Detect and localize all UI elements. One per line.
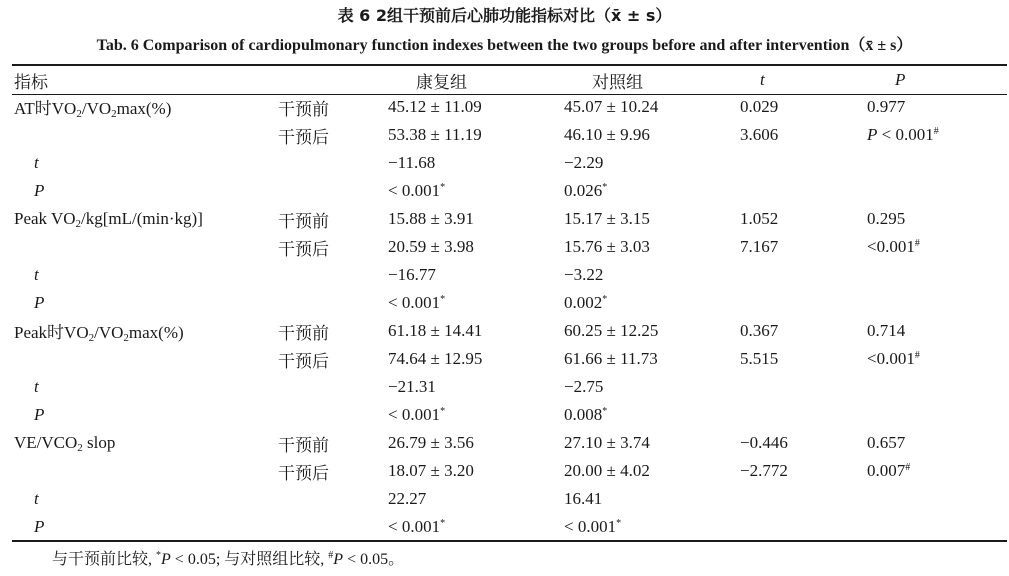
row-t-value [740, 149, 867, 177]
row-phase: 干预后 [278, 351, 329, 372]
row-rehab-value: −16.77 [388, 265, 436, 284]
row-control-value: 45.07 ± 10.24 [564, 97, 659, 116]
row-phase: 干预后 [278, 239, 329, 260]
row-p-value [867, 261, 1007, 289]
row-indicator [12, 457, 278, 485]
row-control-value: 0.026* [564, 181, 608, 200]
row-rehab-value: 53.38 ± 11.19 [388, 125, 482, 144]
row-t-value: 0.367 [740, 321, 779, 340]
header-p: P [895, 70, 906, 89]
table-row [12, 205, 1007, 233]
row-p-value: <0.001# [867, 349, 920, 368]
row-t-value: 7.167 [740, 237, 779, 256]
header-row [12, 67, 1007, 93]
row-rehab-value: < 0.001* [388, 181, 446, 200]
row-phase [278, 401, 388, 429]
row-rehab-value: 20.59 ± 3.98 [388, 237, 474, 256]
row-t-value [740, 177, 867, 205]
row-indicator: AT时$VO_2/VO_2\max(\%)$ [14, 99, 172, 120]
table-row [12, 121, 1007, 149]
row-phase [278, 177, 388, 205]
row-control-value: −2.29 [564, 153, 604, 172]
row-phase [278, 289, 388, 317]
row-phase: 干预前 [278, 435, 329, 456]
row-rehab-value: −11.68 [388, 153, 436, 172]
row-t-value [740, 289, 867, 317]
row-indicator: P [34, 517, 45, 536]
header-indicator: 指标 [14, 72, 48, 93]
row-phase [278, 485, 388, 513]
row-t-value [740, 401, 867, 429]
row-rehab-value: 18.07 ± 3.20 [388, 461, 474, 480]
row-indicator: t [34, 377, 39, 396]
row-control-value: 27.10 ± 3.74 [564, 433, 650, 452]
row-control-value: 0.002* [564, 293, 608, 312]
row-rehab-value: 15.88 ± 3.91 [388, 209, 474, 228]
table-row [12, 261, 1007, 289]
row-t-value [740, 261, 867, 289]
row-indicator: Peak时$VO_2/VO_2\max(\%)$ [14, 323, 184, 344]
table-row [12, 457, 1007, 485]
row-p-value: P < 0.001# [867, 125, 939, 144]
row-p-value: 0.977 [867, 97, 906, 116]
table-row [12, 289, 1007, 317]
row-rehab-value: < 0.001* [388, 517, 446, 536]
table-title-en: Tab. 6 Comparison of cardiopulmonary function indexes between the two groups before and after intervention（x̄ ± s） [96, 37, 913, 54]
row-t-value: 1.052 [740, 209, 779, 228]
table-row [12, 233, 1007, 261]
row-rehab-value: −21.31 [388, 377, 436, 396]
table-row [12, 149, 1007, 177]
row-control-value: 61.66 ± 11.73 [564, 349, 658, 368]
row-control-value: −2.75 [564, 377, 604, 396]
row-indicator [12, 233, 278, 261]
row-rehab-value: 45.12 ± 11.09 [388, 97, 482, 116]
row-phase: 干预前 [278, 211, 329, 232]
row-p-value [867, 401, 1007, 429]
row-p-value [867, 149, 1007, 177]
data-table [12, 67, 1007, 541]
row-control-value: 60.25 ± 12.25 [564, 321, 659, 340]
row-control-value: 15.76 ± 3.03 [564, 237, 650, 256]
top-rule [12, 64, 1007, 66]
row-p-value: 0.007# [867, 461, 911, 480]
row-p-value [867, 289, 1007, 317]
row-phase: 干预后 [278, 127, 329, 148]
row-rehab-value: 22.27 [388, 489, 427, 508]
header-rehab: 康复组 [416, 72, 467, 93]
row-rehab-value: < 0.001* [388, 293, 446, 312]
row-p-value [867, 485, 1007, 513]
row-indicator [12, 345, 278, 373]
table-row [12, 373, 1007, 401]
row-phase [278, 513, 388, 541]
table-row [12, 93, 1007, 121]
table-row [12, 429, 1007, 457]
row-indicator: $VE/VCO_2$ slop [14, 432, 116, 454]
row-control-value: −3.22 [564, 265, 604, 284]
row-t-value [740, 373, 867, 401]
row-indicator: t [34, 153, 39, 172]
row-phase [278, 261, 388, 289]
row-control-value: 0.008* [564, 405, 608, 424]
row-indicator: Peak $VO_2/kg[mL/(\min\cdot kg)]$ [14, 208, 203, 230]
table-row [12, 177, 1007, 205]
row-p-value: 0.295 [867, 209, 906, 228]
row-phase: 干预前 [278, 99, 329, 120]
row-indicator: P [34, 293, 45, 312]
footnote: 与干预前比较, *P < 0.05; 与对照组比较, #P < 0.05。 [52, 550, 405, 568]
table-row [12, 513, 1007, 541]
row-rehab-value: 61.18 ± 14.41 [388, 321, 483, 340]
row-t-value [740, 485, 867, 513]
row-t-value: −2.772 [740, 461, 788, 480]
row-phase [278, 373, 388, 401]
row-rehab-value: < 0.001* [388, 405, 446, 424]
row-control-value: 46.10 ± 9.96 [564, 125, 650, 144]
table-row [12, 345, 1007, 373]
row-rehab-value: 74.64 ± 12.95 [388, 349, 483, 368]
row-control-value: < 0.001* [564, 517, 622, 536]
header-t: t [760, 70, 765, 89]
table-row [12, 401, 1007, 429]
row-t-value: 0.029 [740, 97, 779, 116]
row-indicator: t [34, 265, 39, 284]
row-phase: 干预前 [278, 323, 329, 344]
row-t-value: −0.446 [740, 433, 788, 452]
row-rehab-value: 26.79 ± 3.56 [388, 433, 474, 452]
table-title-cn: 表 6 2组干预前后心肺功能指标对比（x̄ ± s） [337, 6, 672, 25]
header-control: 对照组 [592, 72, 643, 93]
row-t-value: 3.606 [740, 125, 779, 144]
row-t-value [740, 513, 867, 541]
table-row [12, 317, 1007, 345]
header-phase [278, 67, 388, 93]
row-p-value [867, 177, 1007, 205]
row-indicator: P [34, 405, 45, 424]
row-p-value [867, 373, 1007, 401]
row-p-value: 0.714 [867, 321, 906, 340]
row-phase: 干预后 [278, 463, 329, 484]
row-p-value: <0.001# [867, 237, 920, 256]
row-p-value [867, 513, 1007, 541]
table-row [12, 485, 1007, 513]
row-control-value: 15.17 ± 3.15 [564, 209, 650, 228]
row-p-value: 0.657 [867, 433, 906, 452]
row-control-value: 20.00 ± 4.02 [564, 461, 650, 480]
row-phase [278, 149, 388, 177]
row-indicator [12, 121, 278, 149]
row-control-value: 16.41 [564, 489, 603, 508]
row-t-value: 5.515 [740, 349, 779, 368]
row-indicator: P [34, 181, 45, 200]
row-indicator: t [34, 489, 39, 508]
